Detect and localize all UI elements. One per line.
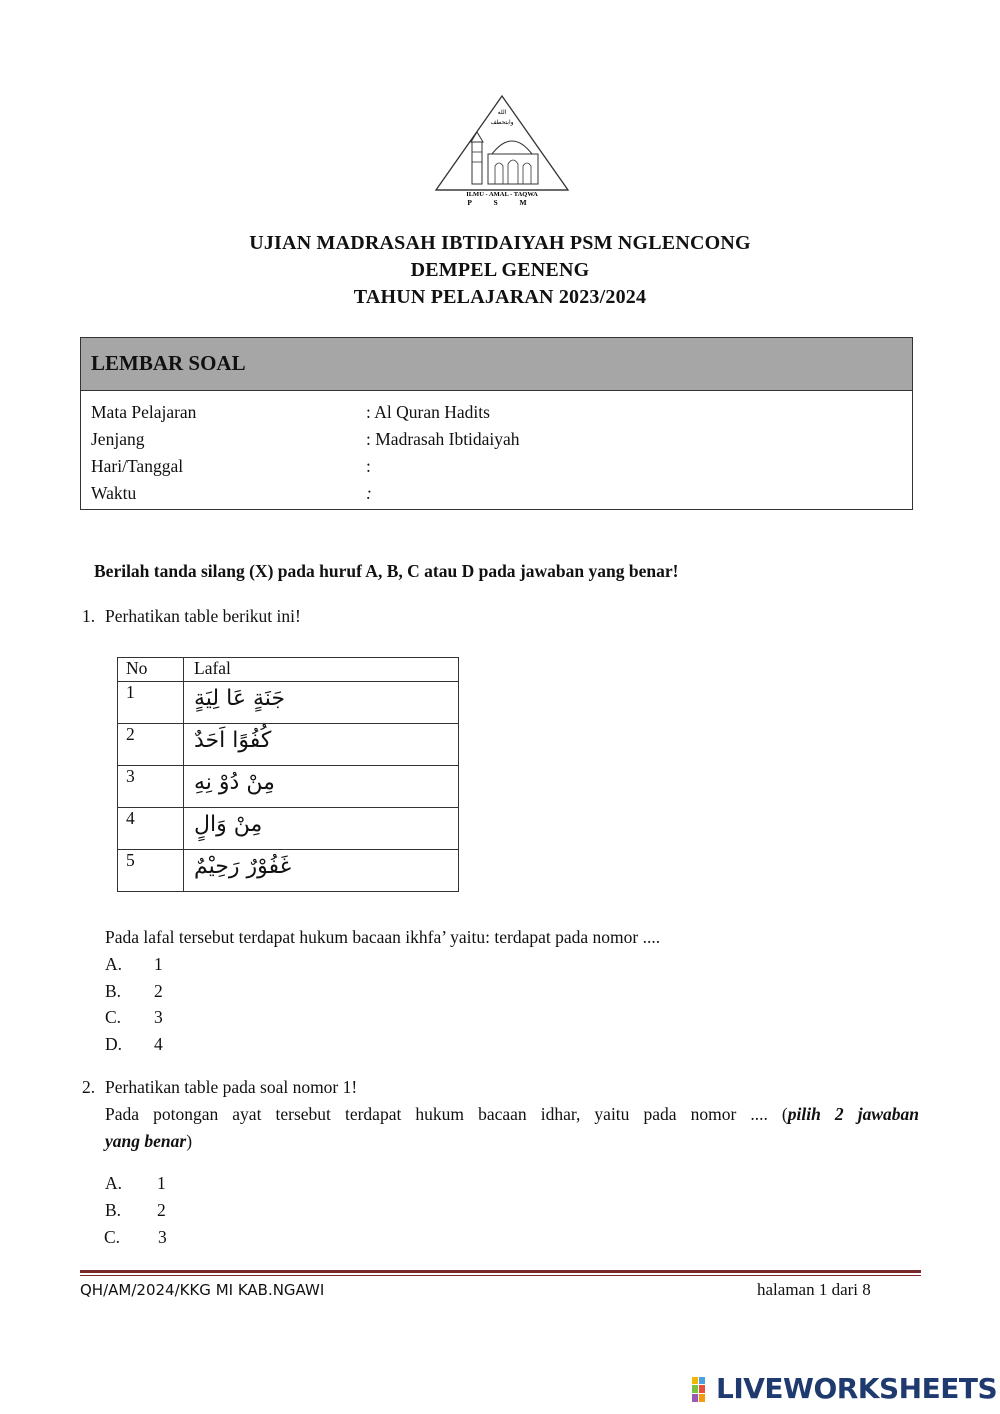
footer-divider <box>80 1270 921 1273</box>
logo-initials: P S M <box>467 198 537 207</box>
table-cell-no: 4 <box>118 808 184 850</box>
footer-code: QH/AM/2024/KKG MI KAB.NGAWI <box>80 1281 325 1299</box>
q2-option-a-value[interactable]: 1 <box>157 1173 166 1193</box>
exam-title-line-3: TAHUN PELAJARAN 2023/2024 <box>353 286 647 308</box>
info-box <box>80 337 913 510</box>
q2-text: Perhatikan table pada soal nomor 1! <box>105 1077 358 1097</box>
table-row <box>118 724 459 766</box>
q2-option-c-letter[interactable]: C. <box>104 1227 121 1247</box>
table-cell-no: 5 <box>118 850 184 892</box>
q1-option-c-letter[interactable]: C. <box>105 1007 122 1027</box>
info-label-date: Hari/Tanggal <box>91 456 184 476</box>
q2-option-a-letter[interactable]: A. <box>105 1173 123 1193</box>
info-value-date: : <box>366 456 371 476</box>
info-label-level: Jenjang <box>91 429 145 449</box>
exam-title-line-2: DEMPEL GENENG <box>410 259 590 281</box>
q2-question-line <box>105 1104 919 1125</box>
table-cell-lafal: جَنَةٍ عَا لِيَةٍ <box>194 686 285 711</box>
q2-question-cont <box>105 1131 192 1152</box>
table-cell-lafal: مِنْ دُوْ نِهِ <box>194 770 275 795</box>
lafal-table <box>117 657 459 892</box>
logo-arabic-bottom: وابتحطف <box>490 119 514 126</box>
instruction-text: Berilah tanda silang (X) pada huruf A, B, C atau D pada jawaban yang benar! <box>94 561 679 581</box>
table-cell-no: 2 <box>118 724 184 766</box>
table-row <box>118 766 459 808</box>
exam-title-line-1: UJIAN MADRASAH IBTIDAIYAH PSM NGLENCONG <box>249 232 751 254</box>
q1-option-a-value[interactable]: 1 <box>154 954 163 974</box>
info-label-subject: Mata Pelajaran <box>91 402 197 422</box>
q2-option-b-value[interactable]: 2 <box>157 1200 166 1220</box>
q1-text: Perhatikan table berikut ini! <box>105 606 301 626</box>
q1-option-b-letter[interactable]: B. <box>105 981 122 1001</box>
table-cell-lafal: غَفُوْرٌ رَحِيْمٌ <box>194 854 292 879</box>
info-value-level: : Madrasah Ibtidaiyah <box>366 429 520 449</box>
table-cell-no: 1 <box>118 682 184 724</box>
liveworksheets-text: LIVEWORKSHEETS <box>716 1372 998 1405</box>
q1-option-b-value[interactable]: 2 <box>154 981 163 1001</box>
liveworksheets-logo-icon <box>692 1377 714 1402</box>
q1-option-c-value[interactable]: 3 <box>154 1007 163 1027</box>
info-value-subject: : Al Quran Hadits <box>366 402 490 422</box>
info-heading: LEMBAR SOAL <box>81 338 912 391</box>
table-row <box>118 682 459 724</box>
school-logo <box>432 92 572 208</box>
logo-motto: ILMU - AMAL - TAQWA <box>466 191 538 198</box>
page-number: halaman 1 dari 8 <box>757 1280 871 1299</box>
footer-divider-thin <box>80 1275 921 1276</box>
q1-question: Pada lafal tersebut terdapat hukum bacaan ikhfa’ yaitu: terdapat pada nomor .... <box>105 927 661 947</box>
q1-option-d-value[interactable]: 4 <box>154 1034 163 1054</box>
q1-option-a-letter[interactable]: A. <box>105 954 123 974</box>
q2-emphasis-2: yang benar <box>105 1131 187 1151</box>
table-header-row <box>118 658 459 682</box>
info-value-time: : <box>366 483 372 503</box>
table-row <box>118 808 459 850</box>
table-header-lafal: Lafal <box>184 658 459 682</box>
q2-option-c-value[interactable]: 3 <box>158 1227 167 1247</box>
table-cell-no: 3 <box>118 766 184 808</box>
table-row <box>118 850 459 892</box>
q2-number: 2. <box>82 1077 96 1097</box>
q2-emphasis-1: pilih 2 jawaban <box>787 1104 919 1124</box>
q1-option-d-letter[interactable]: D. <box>105 1034 123 1054</box>
q2-close-paren: ) <box>186 1131 193 1151</box>
table-cell-lafal: كُفُوًا اَحَدٌ <box>194 728 272 753</box>
q2-option-b-letter[interactable]: B. <box>105 1200 122 1220</box>
logo-arabic-top: الله <box>497 109 507 116</box>
table-header-no: No <box>118 658 184 682</box>
q1-number: 1. <box>82 606 96 626</box>
table-cell-lafal: مِنْ وَالٍ <box>194 812 263 837</box>
q2-question: Pada potongan ayat tersebut terdapat hukum bacaan idhar, yaitu pada nomor .... ( <box>105 1104 788 1124</box>
info-label-time: Waktu <box>91 483 137 503</box>
